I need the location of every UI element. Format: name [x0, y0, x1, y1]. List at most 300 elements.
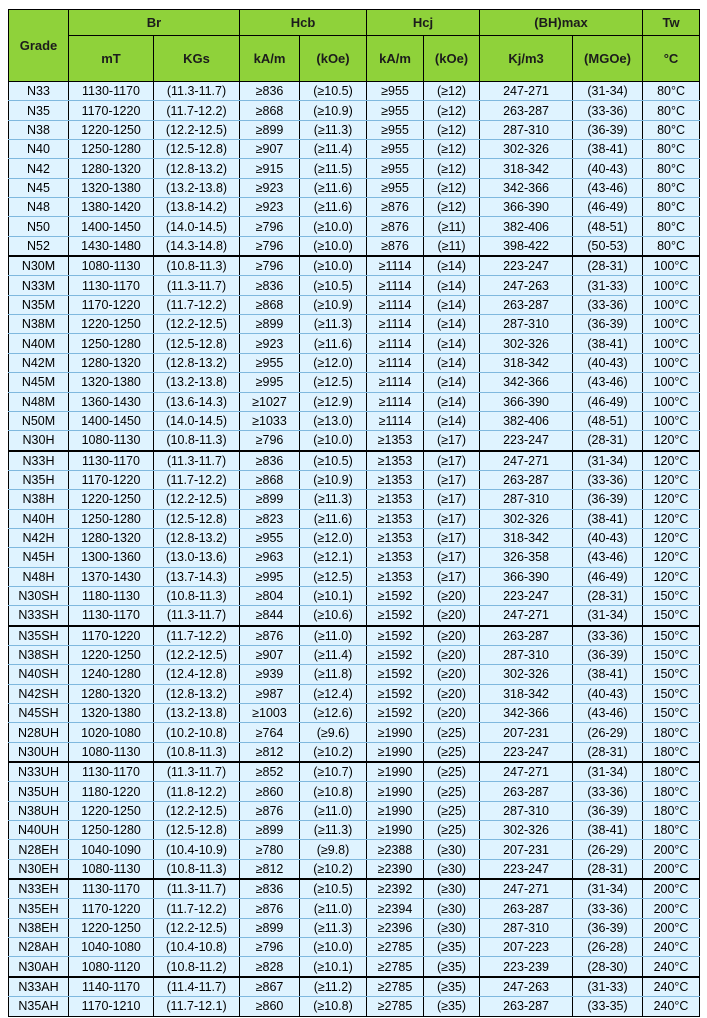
- br-mt-cell: 1220-1250: [69, 801, 154, 820]
- hcb-koe-cell: (≥12.9): [300, 392, 367, 411]
- bhmax-mgoe-cell: (43-46): [573, 178, 643, 197]
- grade-cell: N30M: [9, 256, 69, 276]
- grade-cell: N50M: [9, 411, 69, 430]
- grade-cell: N35AH: [9, 997, 69, 1016]
- br-mt-cell: 1280-1320: [69, 353, 154, 372]
- grade-cell: N45H: [9, 548, 69, 567]
- br-kgs-cell: (13.2-13.8): [154, 178, 240, 197]
- hcj-koe-cell: (≥12): [424, 82, 480, 101]
- br-kgs-cell: (12.5-12.8): [154, 821, 240, 840]
- hcj-koe-cell: (≥17): [424, 451, 480, 471]
- bhmax-mgoe-cell: (26-29): [573, 840, 643, 859]
- bhmax-mgoe-cell: (38-41): [573, 140, 643, 159]
- hcb-kam-cell: ≥915: [240, 159, 300, 178]
- hcb-kam-cell: ≥987: [240, 684, 300, 703]
- br-kgs-cell: (11.7-12.2): [154, 101, 240, 120]
- br-kgs-cell: (13.0-13.6): [154, 548, 240, 567]
- bhmax-kjm3-cell: 263-287: [480, 626, 573, 646]
- bhmax-mgoe-cell: (46-49): [573, 198, 643, 217]
- hcb-koe-cell: (≥10.0): [300, 217, 367, 236]
- br-kgs-cell: (10.8-11.3): [154, 431, 240, 451]
- grade-cell: N35H: [9, 470, 69, 489]
- hcb-kam-cell: ≥923: [240, 334, 300, 353]
- hcj-kam-cell: ≥1114: [367, 373, 424, 392]
- br-cgs-unit-header: KGs: [154, 36, 240, 82]
- grade-cell: N50: [9, 217, 69, 236]
- bhmax-mgoe-cell: (36-39): [573, 315, 643, 334]
- tw-cell: 150°C: [643, 665, 700, 684]
- hcb-koe-cell: (≥10.9): [300, 470, 367, 489]
- hcb-koe-cell: (≥10.5): [300, 451, 367, 471]
- hcj-koe-cell: (≥14): [424, 411, 480, 430]
- grade-cell: N38UH: [9, 801, 69, 820]
- hcb-koe-cell: (≥11.6): [300, 334, 367, 353]
- hcj-koe-cell: (≥14): [424, 334, 480, 353]
- table-row: [9, 899, 700, 918]
- hcb-kam-cell: ≥923: [240, 198, 300, 217]
- br-mt-cell: 1400-1450: [69, 411, 154, 430]
- br-mt-cell: 1280-1320: [69, 528, 154, 547]
- hcb-koe-cell: (≥11.6): [300, 509, 367, 528]
- hcb-koe-cell: (≥11.6): [300, 178, 367, 197]
- hcb-koe-cell: (≥11.3): [300, 490, 367, 509]
- hcj-koe-cell: (≥17): [424, 548, 480, 567]
- table-row: [9, 509, 700, 528]
- br-mt-cell: 1280-1320: [69, 684, 154, 703]
- tw-group-header: Tw: [643, 10, 700, 36]
- hcj-koe-cell: (≥25): [424, 782, 480, 801]
- hcj-koe-cell: (≥17): [424, 490, 480, 509]
- bhmax-kjm3-cell: 247-263: [480, 276, 573, 295]
- br-mt-cell: 1040-1080: [69, 938, 154, 957]
- hcb-koe-cell: (≥11.5): [300, 159, 367, 178]
- hcb-kam-cell: ≥899: [240, 490, 300, 509]
- br-kgs-cell: (12.8-13.2): [154, 353, 240, 372]
- tw-cell: 100°C: [643, 334, 700, 353]
- br-mt-cell: 1180-1130: [69, 586, 154, 605]
- br-kgs-cell: (14.0-14.5): [154, 217, 240, 236]
- br-mt-cell: 1180-1220: [69, 782, 154, 801]
- hcb-koe-cell: (≥12.1): [300, 548, 367, 567]
- br-kgs-cell: (11.4-11.7): [154, 977, 240, 997]
- hcj-koe-cell: (≥30): [424, 859, 480, 879]
- bhmax-kjm3-cell: 366-390: [480, 392, 573, 411]
- bhmax-kjm3-cell: 223-247: [480, 586, 573, 605]
- hcb-koe-cell: (≥13.0): [300, 411, 367, 430]
- hcb-kam-cell: ≥899: [240, 120, 300, 139]
- hcb-kam-cell: ≥907: [240, 140, 300, 159]
- bhmax-mgoe-cell: (50-53): [573, 236, 643, 256]
- table-row: [9, 528, 700, 547]
- grade-cell: N52: [9, 236, 69, 256]
- hcj-kam-cell: ≥955: [367, 140, 424, 159]
- tw-cell: 80°C: [643, 178, 700, 197]
- tw-cell: 180°C: [643, 801, 700, 820]
- hcj-kam-cell: ≥1353: [367, 470, 424, 489]
- hcb-kam-cell: ≥899: [240, 315, 300, 334]
- bhmax-mgoe-cell: (31-34): [573, 606, 643, 626]
- table-row: [9, 997, 700, 1016]
- br-mt-cell: 1380-1420: [69, 198, 154, 217]
- hcj-koe-cell: (≥20): [424, 684, 480, 703]
- br-kgs-cell: (12.2-12.5): [154, 315, 240, 334]
- br-mt-cell: 1320-1380: [69, 178, 154, 197]
- tw-cell: 80°C: [643, 236, 700, 256]
- hcj-kam-cell: ≥1990: [367, 762, 424, 782]
- grade-cell: N42M: [9, 353, 69, 372]
- br-kgs-cell: (12.2-12.5): [154, 645, 240, 664]
- table-row: [9, 859, 700, 879]
- bhmax-mgoe-cell: (38-41): [573, 334, 643, 353]
- bhmax-mgoe-cell: (40-43): [573, 159, 643, 178]
- hcj-kam-cell: ≥955: [367, 120, 424, 139]
- bhmax-kjm3-cell: 223-247: [480, 859, 573, 879]
- br-mt-cell: 1080-1130: [69, 859, 154, 879]
- br-mt-cell: 1080-1130: [69, 742, 154, 762]
- tw-cell: 80°C: [643, 140, 700, 159]
- hcj-koe-cell: (≥25): [424, 742, 480, 762]
- table-row: [9, 373, 700, 392]
- tw-cell: 180°C: [643, 821, 700, 840]
- bhmax-mgoe-cell: (31-33): [573, 276, 643, 295]
- hcj-kam-cell: ≥1114: [367, 334, 424, 353]
- hcj-koe-cell: (≥30): [424, 840, 480, 859]
- tw-cell: 150°C: [643, 586, 700, 605]
- grade-cell: N33: [9, 82, 69, 101]
- br-kgs-cell: (11.3-11.7): [154, 82, 240, 101]
- hcj-koe-cell: (≥14): [424, 392, 480, 411]
- hcj-kam-cell: ≥876: [367, 217, 424, 236]
- hcj-kam-cell: ≥2396: [367, 918, 424, 937]
- hcj-koe-cell: (≥30): [424, 899, 480, 918]
- br-mt-cell: 1220-1250: [69, 120, 154, 139]
- table-row: [9, 704, 700, 723]
- bhmax-kjm3-cell: 263-287: [480, 101, 573, 120]
- br-kgs-cell: (11.7-12.1): [154, 997, 240, 1016]
- tw-cell: 120°C: [643, 528, 700, 547]
- grade-cell: N35UH: [9, 782, 69, 801]
- grade-cell: N33H: [9, 451, 69, 471]
- br-mt-cell: 1360-1430: [69, 392, 154, 411]
- hcj-kam-cell: ≥1990: [367, 723, 424, 742]
- table-row: [9, 606, 700, 626]
- table-row: [9, 470, 700, 489]
- table-row: [9, 140, 700, 159]
- hcj-kam-cell: ≥1114: [367, 392, 424, 411]
- bhmax-mgoe-cell: (43-46): [573, 548, 643, 567]
- br-kgs-cell: (11.3-11.7): [154, 276, 240, 295]
- grade-cell: N38: [9, 120, 69, 139]
- hcb-kam-cell: ≥804: [240, 586, 300, 605]
- bhmax-kjm3-cell: 223-247: [480, 431, 573, 451]
- grade-cell: N33EH: [9, 879, 69, 899]
- bhmax-kjm3-cell: 318-342: [480, 353, 573, 372]
- br-kgs-cell: (10.4-10.8): [154, 938, 240, 957]
- bhmax-kjm3-cell: 398-422: [480, 236, 573, 256]
- br-mt-cell: 1220-1250: [69, 918, 154, 937]
- grade-cell: N40SH: [9, 665, 69, 684]
- tw-cell: 120°C: [643, 509, 700, 528]
- tw-cell: 120°C: [643, 548, 700, 567]
- hcj-koe-cell: (≥14): [424, 373, 480, 392]
- br-kgs-cell: (11.7-12.2): [154, 899, 240, 918]
- br-kgs-cell: (12.2-12.5): [154, 120, 240, 139]
- br-mt-cell: 1320-1380: [69, 373, 154, 392]
- tw-cell: 150°C: [643, 606, 700, 626]
- tw-cell: 80°C: [643, 159, 700, 178]
- hcb-kam-cell: ≥796: [240, 431, 300, 451]
- hcb-koe-cell: (≥10.7): [300, 762, 367, 782]
- hcb-koe-cell: (≥10.0): [300, 431, 367, 451]
- bhmax-kjm3-cell: 318-342: [480, 159, 573, 178]
- table-row: [9, 159, 700, 178]
- br-mt-cell: 1080-1130: [69, 431, 154, 451]
- hcb-koe-cell: (≥12.0): [300, 528, 367, 547]
- bhmax-kjm3-cell: 207-231: [480, 840, 573, 859]
- br-mt-cell: 1170-1220: [69, 470, 154, 489]
- grade-cell: N30SH: [9, 586, 69, 605]
- br-kgs-cell: (12.8-13.2): [154, 684, 240, 703]
- grade-cell: N40UH: [9, 821, 69, 840]
- hcj-koe-cell: (≥30): [424, 879, 480, 899]
- bhmax-mgoe-cell: (31-34): [573, 82, 643, 101]
- bhmax-kjm3-cell: 342-366: [480, 373, 573, 392]
- hcj-koe-cell: (≥12): [424, 120, 480, 139]
- bhmax-mgoe-cell: (26-28): [573, 938, 643, 957]
- bhmax-mgoe-cell: (48-51): [573, 411, 643, 430]
- grade-header: Grade: [9, 10, 69, 82]
- bhmax-kjm3-cell: 247-271: [480, 606, 573, 626]
- bhmax-mgoe-cell: (46-49): [573, 567, 643, 586]
- br-kgs-cell: (13.2-13.8): [154, 704, 240, 723]
- table-row: [9, 762, 700, 782]
- bhmax-mgoe-cell: (33-36): [573, 782, 643, 801]
- bhmax-mgoe-cell: (36-39): [573, 120, 643, 139]
- br-group-header: Br: [69, 10, 240, 36]
- br-kgs-cell: (11.3-11.7): [154, 879, 240, 899]
- hcb-koe-cell: (≥10.2): [300, 859, 367, 879]
- hcb-koe-cell: (≥9.8): [300, 840, 367, 859]
- bhmax-kjm3-cell: 366-390: [480, 567, 573, 586]
- bhmax-kjm3-cell: 287-310: [480, 315, 573, 334]
- table-row: [9, 315, 700, 334]
- br-mt-cell: 1170-1210: [69, 997, 154, 1016]
- hcj-koe-cell: (≥25): [424, 723, 480, 742]
- hcb-si-unit-header: kA/m: [240, 36, 300, 82]
- hcb-koe-cell: (≥11.3): [300, 821, 367, 840]
- bhmax-kjm3-cell: 302-326: [480, 821, 573, 840]
- bhmax-mgoe-cell: (28-31): [573, 256, 643, 276]
- hcj-koe-cell: (≥14): [424, 295, 480, 314]
- tw-cell: 240°C: [643, 938, 700, 957]
- br-mt-cell: 1140-1170: [69, 977, 154, 997]
- br-kgs-cell: (12.4-12.8): [154, 665, 240, 684]
- hcj-koe-cell: (≥17): [424, 470, 480, 489]
- grade-cell: N40: [9, 140, 69, 159]
- hcj-kam-cell: ≥1353: [367, 451, 424, 471]
- table-row: [9, 645, 700, 664]
- tw-cell: 80°C: [643, 217, 700, 236]
- table-row: [9, 977, 700, 997]
- br-mt-cell: 1170-1220: [69, 101, 154, 120]
- hcb-koe-cell: (≥10.0): [300, 256, 367, 276]
- hcb-koe-cell: (≥11.0): [300, 801, 367, 820]
- hcb-kam-cell: ≥812: [240, 859, 300, 879]
- hcj-kam-cell: ≥1353: [367, 567, 424, 586]
- hcj-koe-cell: (≥17): [424, 528, 480, 547]
- br-mt-cell: 1080-1120: [69, 957, 154, 977]
- bhmax-mgoe-cell: (33-36): [573, 295, 643, 314]
- bhmax-group-header: (BH)max: [480, 10, 643, 36]
- bhmax-kjm3-cell: 326-358: [480, 548, 573, 567]
- grade-cell: N33M: [9, 276, 69, 295]
- hcj-kam-cell: ≥2388: [367, 840, 424, 859]
- br-mt-cell: 1430-1480: [69, 236, 154, 256]
- grade-cell: N48: [9, 198, 69, 217]
- hcj-kam-cell: ≥1114: [367, 411, 424, 430]
- hcj-kam-cell: ≥1114: [367, 295, 424, 314]
- grade-cell: N38EH: [9, 918, 69, 937]
- br-mt-cell: 1130-1170: [69, 762, 154, 782]
- br-mt-cell: 1250-1280: [69, 140, 154, 159]
- br-mt-cell: 1130-1170: [69, 879, 154, 899]
- hcb-kam-cell: ≥923: [240, 178, 300, 197]
- grade-cell: N48M: [9, 392, 69, 411]
- hcb-kam-cell: ≥868: [240, 295, 300, 314]
- br-kgs-cell: (11.3-11.7): [154, 762, 240, 782]
- br-kgs-cell: (12.2-12.5): [154, 801, 240, 820]
- bhmax-cgs-unit-header: (MGOe): [573, 36, 643, 82]
- br-kgs-cell: (11.3-11.7): [154, 451, 240, 471]
- hcj-koe-cell: (≥20): [424, 704, 480, 723]
- bhmax-mgoe-cell: (31-34): [573, 451, 643, 471]
- hcj-kam-cell: ≥1592: [367, 684, 424, 703]
- hcb-kam-cell: ≥939: [240, 665, 300, 684]
- hcj-kam-cell: ≥1990: [367, 821, 424, 840]
- bhmax-mgoe-cell: (38-41): [573, 509, 643, 528]
- br-mt-cell: 1250-1280: [69, 821, 154, 840]
- tw-cell: 200°C: [643, 899, 700, 918]
- br-mt-cell: 1040-1090: [69, 840, 154, 859]
- table-header: [9, 10, 700, 82]
- bhmax-si-unit-header: Kj/m3: [480, 36, 573, 82]
- grade-cell: N42: [9, 159, 69, 178]
- hcb-koe-cell: (≥10.9): [300, 101, 367, 120]
- hcj-koe-cell: (≥11): [424, 236, 480, 256]
- br-kgs-cell: (10.8-11.3): [154, 256, 240, 276]
- bhmax-kjm3-cell: 263-287: [480, 295, 573, 314]
- bhmax-mgoe-cell: (40-43): [573, 684, 643, 703]
- hcj-koe-cell: (≥30): [424, 918, 480, 937]
- br-mt-cell: 1170-1220: [69, 626, 154, 646]
- hcb-koe-cell: (≥11.3): [300, 918, 367, 937]
- table-row: [9, 431, 700, 451]
- br-kgs-cell: (11.7-12.2): [154, 295, 240, 314]
- hcb-cgs-unit-header: (kOe): [300, 36, 367, 82]
- hcb-koe-cell: (≥12.4): [300, 684, 367, 703]
- hcb-kam-cell: ≥868: [240, 101, 300, 120]
- bhmax-mgoe-cell: (26-29): [573, 723, 643, 742]
- bhmax-mgoe-cell: (46-49): [573, 392, 643, 411]
- hcb-koe-cell: (≥11.6): [300, 198, 367, 217]
- hcb-koe-cell: (≥10.8): [300, 782, 367, 801]
- hcb-koe-cell: (≥11.0): [300, 626, 367, 646]
- hcj-group-header: Hcj: [367, 10, 480, 36]
- br-kgs-cell: (10.8-11.3): [154, 742, 240, 762]
- grade-cell: N42H: [9, 528, 69, 547]
- hcj-kam-cell: ≥1114: [367, 276, 424, 295]
- tw-cell: 150°C: [643, 684, 700, 703]
- hcb-kam-cell: ≥1033: [240, 411, 300, 430]
- hcb-koe-cell: (≥10.1): [300, 957, 367, 977]
- hcb-koe-cell: (≥11.3): [300, 315, 367, 334]
- hcj-kam-cell: ≥1353: [367, 431, 424, 451]
- tw-cell: 120°C: [643, 451, 700, 471]
- hcb-koe-cell: (≥10.5): [300, 879, 367, 899]
- hcb-koe-cell: (≥11.4): [300, 645, 367, 664]
- hcj-kam-cell: ≥1592: [367, 586, 424, 605]
- hcb-kam-cell: ≥836: [240, 82, 300, 101]
- br-mt-cell: 1400-1450: [69, 217, 154, 236]
- hcj-koe-cell: (≥35): [424, 938, 480, 957]
- hcj-kam-cell: ≥1592: [367, 645, 424, 664]
- hcj-koe-cell: (≥25): [424, 821, 480, 840]
- tw-cell: 100°C: [643, 392, 700, 411]
- hcb-kam-cell: ≥852: [240, 762, 300, 782]
- hcb-koe-cell: (≥11.8): [300, 665, 367, 684]
- br-kgs-cell: (10.8-11.3): [154, 586, 240, 605]
- hcb-kam-cell: ≥812: [240, 742, 300, 762]
- table-row: [9, 101, 700, 120]
- hcb-kam-cell: ≥796: [240, 236, 300, 256]
- br-kgs-cell: (10.8-11.3): [154, 859, 240, 879]
- hcj-kam-cell: ≥1353: [367, 528, 424, 547]
- hcj-kam-cell: ≥2785: [367, 957, 424, 977]
- hcb-kam-cell: ≥860: [240, 782, 300, 801]
- hcj-koe-cell: (≥20): [424, 586, 480, 605]
- table-row: [9, 821, 700, 840]
- br-kgs-cell: (11.3-11.7): [154, 606, 240, 626]
- hcb-koe-cell: (≥10.6): [300, 606, 367, 626]
- bhmax-kjm3-cell: 318-342: [480, 684, 573, 703]
- hcj-koe-cell: (≥20): [424, 626, 480, 646]
- hcj-kam-cell: ≥1114: [367, 315, 424, 334]
- hcj-kam-cell: ≥1114: [367, 256, 424, 276]
- tw-cell: 100°C: [643, 276, 700, 295]
- table-row: [9, 723, 700, 742]
- table-row: [9, 567, 700, 586]
- bhmax-mgoe-cell: (33-36): [573, 101, 643, 120]
- hcb-kam-cell: ≥1027: [240, 392, 300, 411]
- hcj-kam-cell: ≥1990: [367, 742, 424, 762]
- table-row: [9, 548, 700, 567]
- table-row: [9, 217, 700, 236]
- grade-cell: N28UH: [9, 723, 69, 742]
- br-mt-cell: 1240-1280: [69, 665, 154, 684]
- hcj-koe-cell: (≥14): [424, 276, 480, 295]
- hcj-kam-cell: ≥1592: [367, 606, 424, 626]
- hcj-kam-cell: ≥1990: [367, 782, 424, 801]
- hcb-kam-cell: ≥836: [240, 879, 300, 899]
- hcj-kam-cell: ≥1353: [367, 509, 424, 528]
- magnet-grade-table: [8, 9, 700, 1017]
- br-kgs-cell: (12.2-12.5): [154, 918, 240, 937]
- bhmax-kjm3-cell: 247-271: [480, 879, 573, 899]
- bhmax-kjm3-cell: 223-239: [480, 957, 573, 977]
- bhmax-mgoe-cell: (40-43): [573, 528, 643, 547]
- hcb-koe-cell: (≥12.5): [300, 373, 367, 392]
- hcj-koe-cell: (≥35): [424, 997, 480, 1016]
